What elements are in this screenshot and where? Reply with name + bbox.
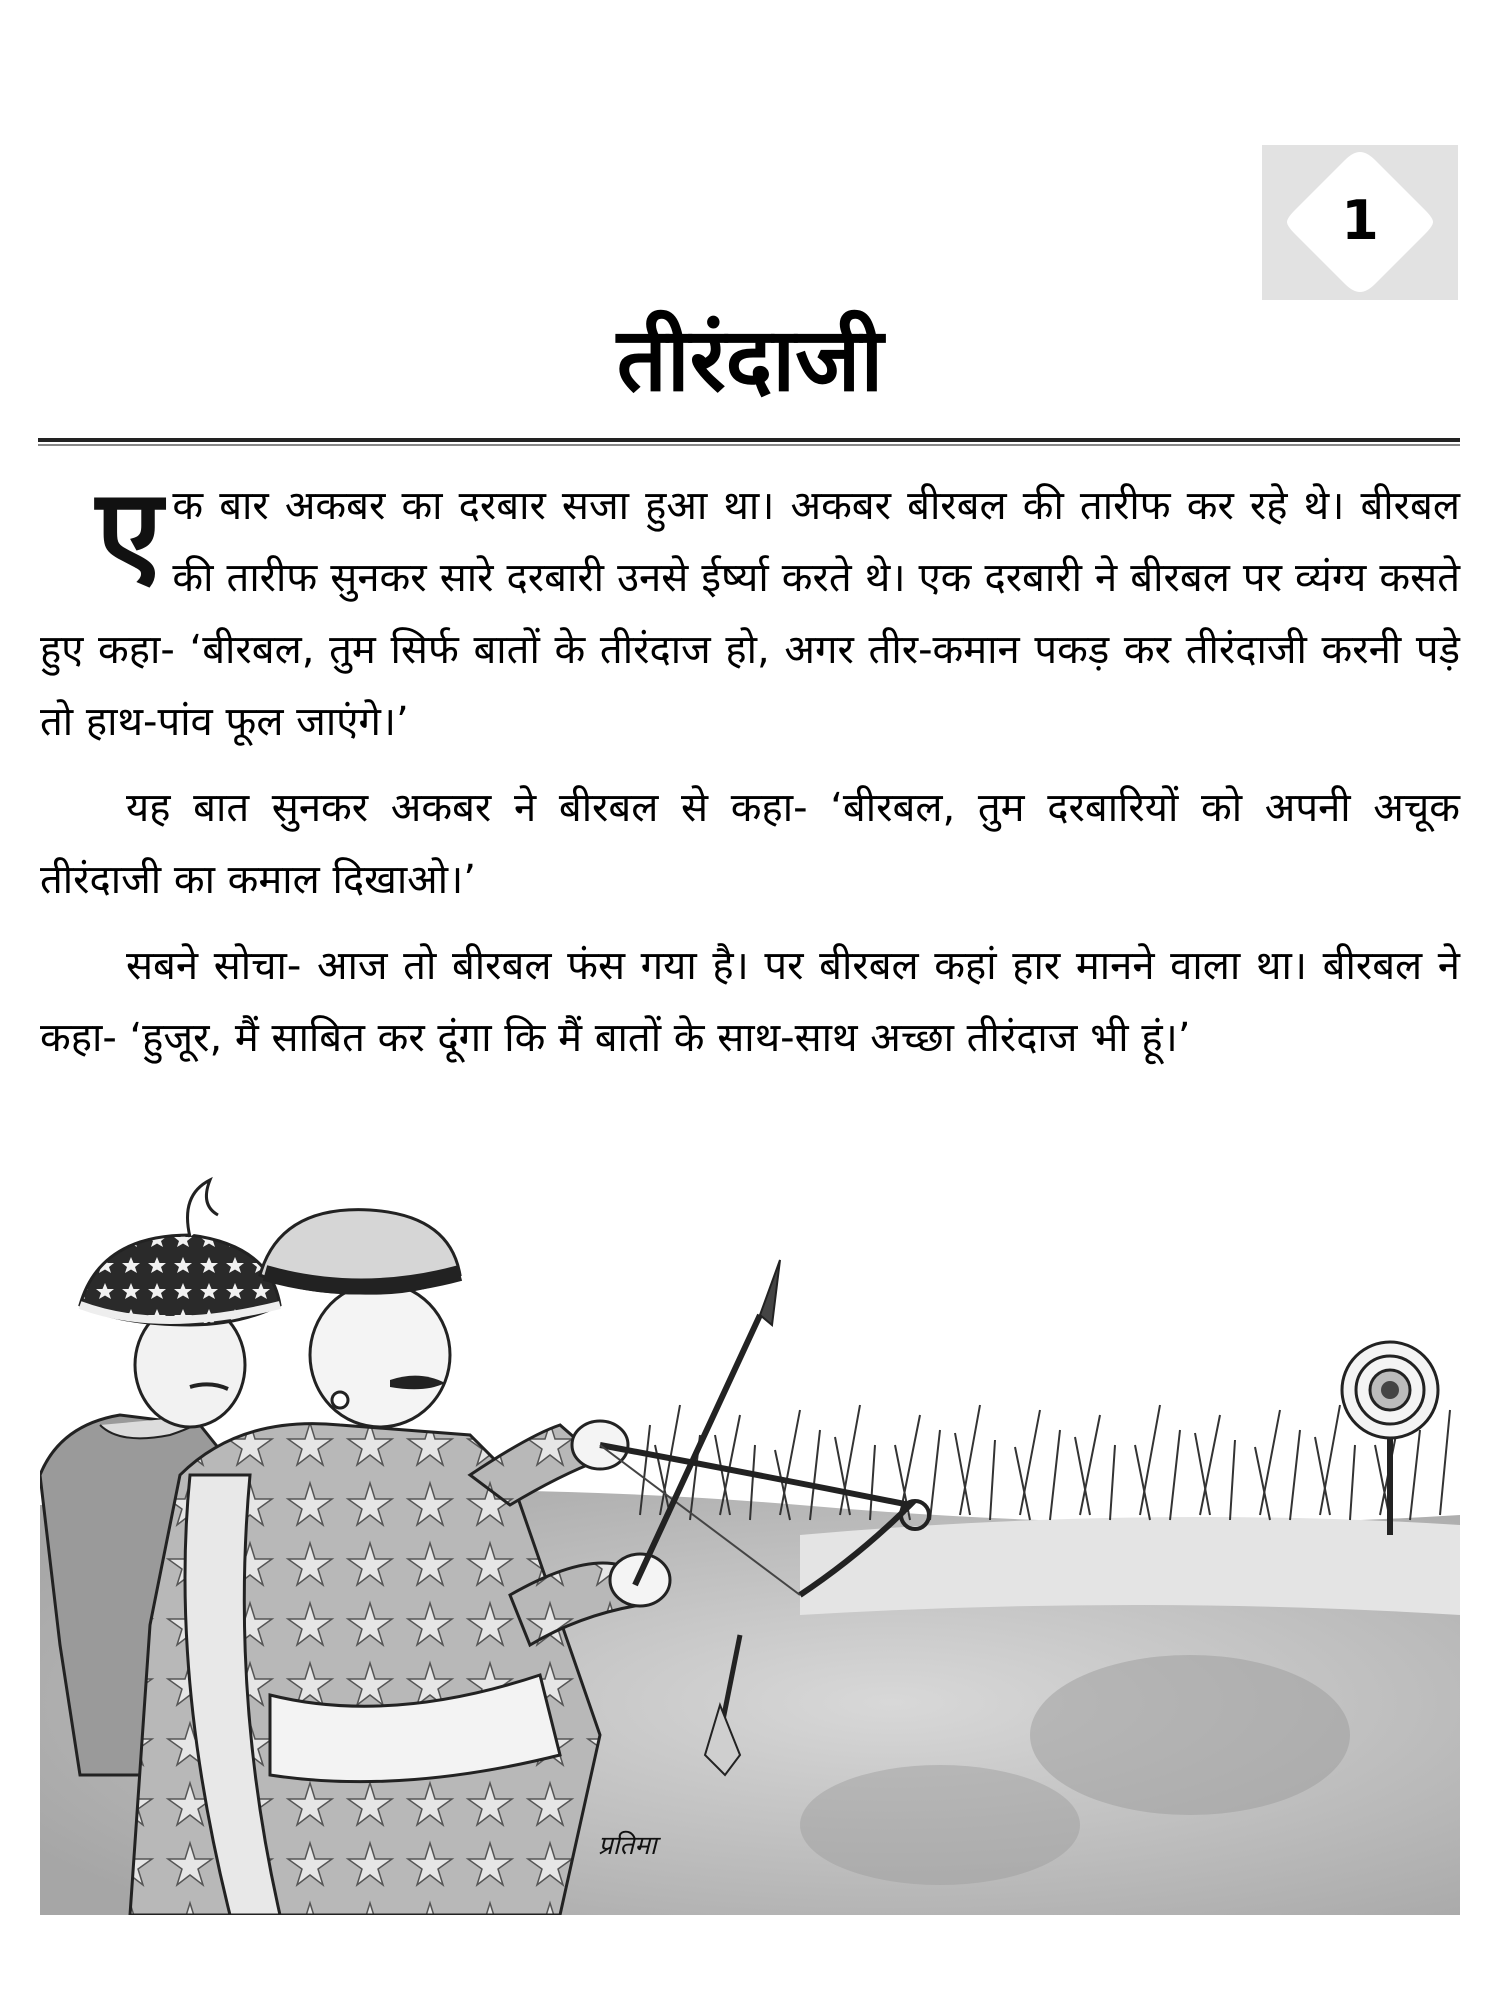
story-paragraph-2: यह बात सुनकर अकबर ने बीरबल से कहा- ‘बीरबल, तुम दरबारियों को अपनी अचूक तीरंदाजी का कमाल दिखाओ।’ — [40, 785, 1460, 903]
story-paragraph-3: सबने सोचा- आज तो बीरबल फंस गया है। पर बीरबल कहां हार मानने वाला था। बीरबल ने कहा- ‘हुजूर, मैं साबित कर दूंगा कि मैं बातों के साथ-साथ अच्छा तीरंदाज भी हूं।’ — [40, 943, 1460, 1061]
archery-illustration — [40, 1175, 1460, 1915]
story-body — [40, 464, 1460, 1088]
paragraph-1-text: क बार अकबर का दरबार सजा हुआ था। अकबर बीरबल की तारीफ कर रहे थे। बीरबल की तारीफ सुनकर सारे दरबारी उनसे ईर्ष्या करते थे। एक दरबारी ने बीरबल पर व्यंग्य कसते हुए कहा- ‘बीरबल, तुम सिर्फ बातों के तीरंदाज हो, अगर तीर-कमान पकड़ कर तीरंदाजी करनी पड़े तो हाथ-पांव फूल जाएंगे।’ — [40, 483, 1460, 745]
title-divider — [38, 438, 1460, 448]
page-title: तीरंदाजी — [616, 308, 884, 411]
story-paragraph-1 — [40, 464, 1460, 758]
chapter-number: 1 — [1341, 189, 1379, 252]
drop-cap: ए — [96, 464, 163, 603]
illustrator-signature: प्रतिमा — [598, 1831, 657, 1861]
